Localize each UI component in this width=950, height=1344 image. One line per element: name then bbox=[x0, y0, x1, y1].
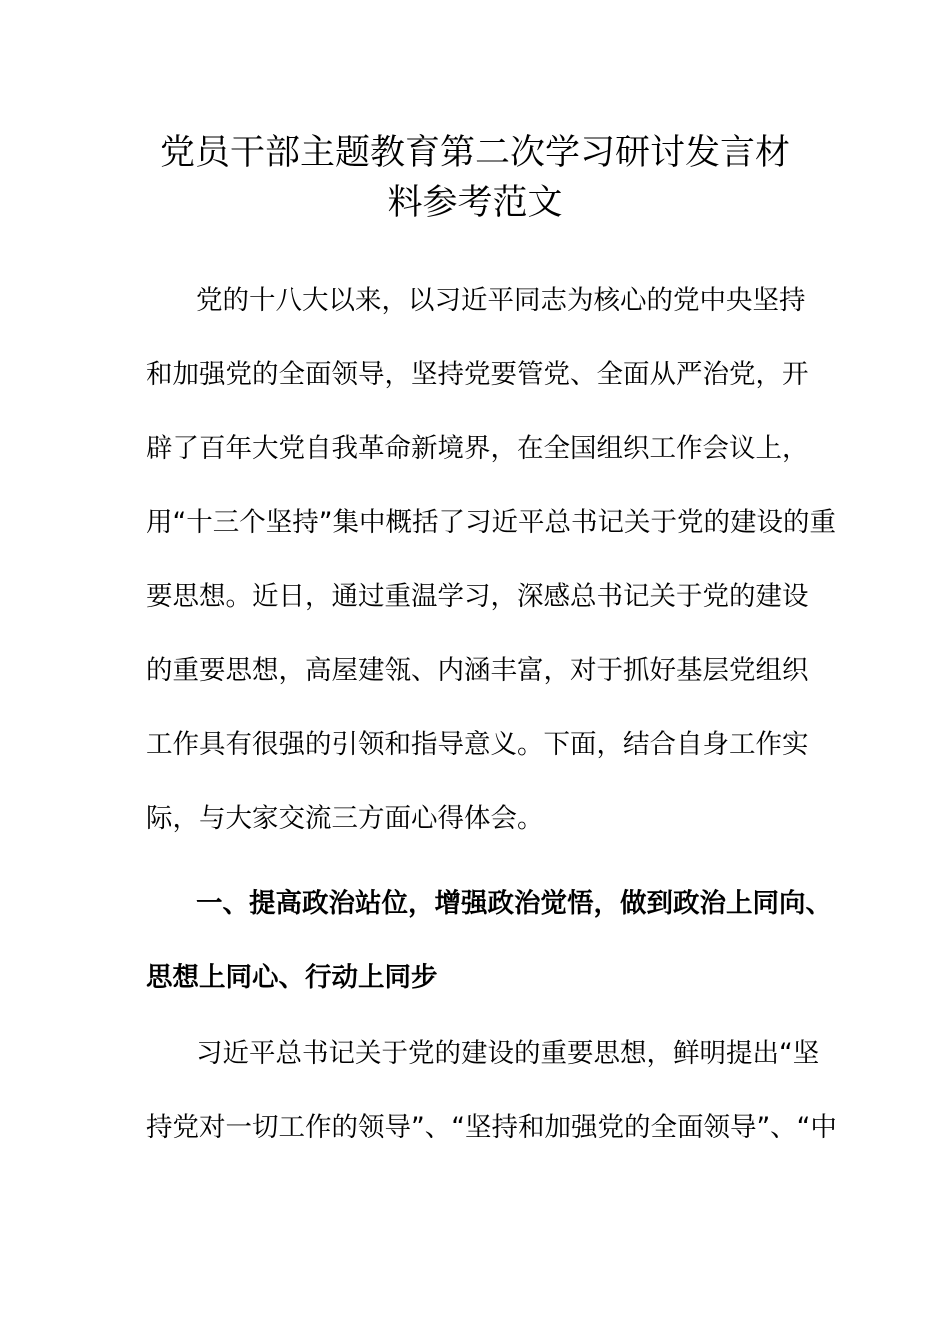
section-heading-1-line-2: 思想上同心、行动上同步 bbox=[146, 962, 438, 993]
paragraph-1-line-3: 辟了百年大党自我革命新境界，在全国组织工作会议上， bbox=[146, 433, 809, 464]
paragraph-1-line-5: 要思想。近日，通过重温学习，深感总书记关于党的建设 bbox=[146, 581, 809, 612]
paragraph-1-line-6: 的重要思想，高屋建瓴、内涵丰富，对于抓好基层党组织 bbox=[146, 655, 809, 686]
paragraph-2-line-2: 持党对一切工作的领导”、“坚持和加强党的全面领导”、“中 bbox=[146, 1112, 837, 1143]
paragraph-2-line-1: 习近平总书记关于党的建设的重要思想，鲜明提出“坚 bbox=[196, 1038, 820, 1069]
paragraph-1-line-1: 党的十八大以来，以习近平同志为核心的党中央坚持 bbox=[196, 285, 806, 316]
paragraph-1-line-2: 和加强党的全面领导，坚持党要管党、全面从严治党，开 bbox=[146, 359, 809, 390]
paragraph-1-line-7: 工作具有很强的引领和指导意义。下面，结合自身工作实 bbox=[146, 729, 809, 760]
title-line-1: 党员干部主题教育第二次学习研讨发言材 bbox=[159, 133, 790, 173]
paragraph-1-line-4: 用“十三个坚持”集中概括了习近平总书记关于党的建设的重 bbox=[146, 507, 836, 538]
title-line-2: 料参考范文 bbox=[387, 183, 563, 223]
section-heading-1-line-1: 一、提高政治站位，增强政治觉悟，做到政治上同向、 bbox=[196, 888, 832, 919]
document-title bbox=[120, 128, 830, 228]
paragraph-1-line-8: 际，与大家交流三方面心得体会。 bbox=[146, 803, 544, 834]
